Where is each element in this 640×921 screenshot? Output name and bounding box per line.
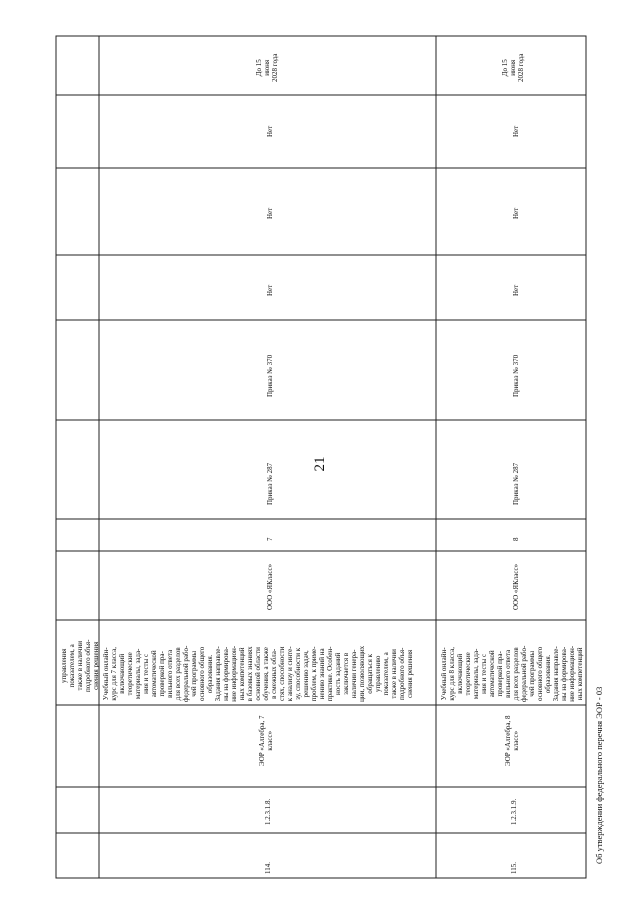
resource-name: ЭОР «Алгебра, 8 класс» (504, 715, 520, 766)
row-code: 1.2.3.1.8. (264, 798, 272, 825)
flag-col-9: Нет (266, 284, 274, 296)
flag-col-11: Нет (266, 125, 274, 137)
row-code: 1.2.3.1.9. (510, 798, 518, 825)
prev-row-continuation: управления показателем, а также в наличии подробного объя- снения решения (60, 639, 100, 692)
order-2: Приказ № 370 (266, 354, 274, 397)
resource-name: ЭОР «Алгебра, 7 класс» (258, 715, 274, 766)
grade: 7 (266, 537, 274, 541)
organization: ООО «ЯКласс» (512, 563, 520, 610)
grade: 8 (512, 537, 520, 541)
organization: ООО «ЯКласс» (266, 563, 274, 610)
order-1: Приказ № 287 (512, 462, 520, 505)
deadline: До 15 июня 2028 года (255, 53, 279, 82)
flag-col-10: Нет (266, 207, 274, 219)
flag-col-11: Нет (512, 125, 520, 137)
flag-col-9: Нет (512, 284, 520, 296)
deadline: До 15 июня 2028 года (501, 53, 525, 82)
flag-col-10: Нет (512, 207, 520, 219)
footer-caption: Об утверждении федерального перечня ЭОР - 03 (594, 686, 604, 864)
page-number: 21 (312, 456, 328, 472)
row-number: 114. (264, 862, 272, 874)
order-2: Приказ № 370 (512, 354, 520, 397)
row-number: 115. (510, 862, 518, 874)
resource-description: Учебный онлайн- курс для 8 класса, включающий теоретические материалы, зада- ния и тесты с автоматической проверкой пра- вильного ответа для всех разделов федеральной рабо- чей программы основного общего образования. Задания направле- ны на формирова- ние информацион- ных компетенций (440, 645, 584, 702)
resource-description: Учебный онлайн- курс для 7 класса, включающий теоретические материалы, зада- ния и тесты с автоматической проверкой пра- вильного ответа для всех разделов федеральной рабо- чей программы основного общего образования. Задания направле- ны на формирова- ние информацион- ных компетенций в базовых знаниях основной области обучения, а также в смежных обла- стях, способности к анализу и синте- зу, способности к решению задач, проблем, к приме- нению знаний на практике. Особен- ность заданий заключается в наличии генера- ции, позволяющих обращаться к управлению показателем, а также в наличии подробного объя- снения решения (102, 645, 414, 702)
order-1: Приказ № 287 (266, 462, 274, 505)
